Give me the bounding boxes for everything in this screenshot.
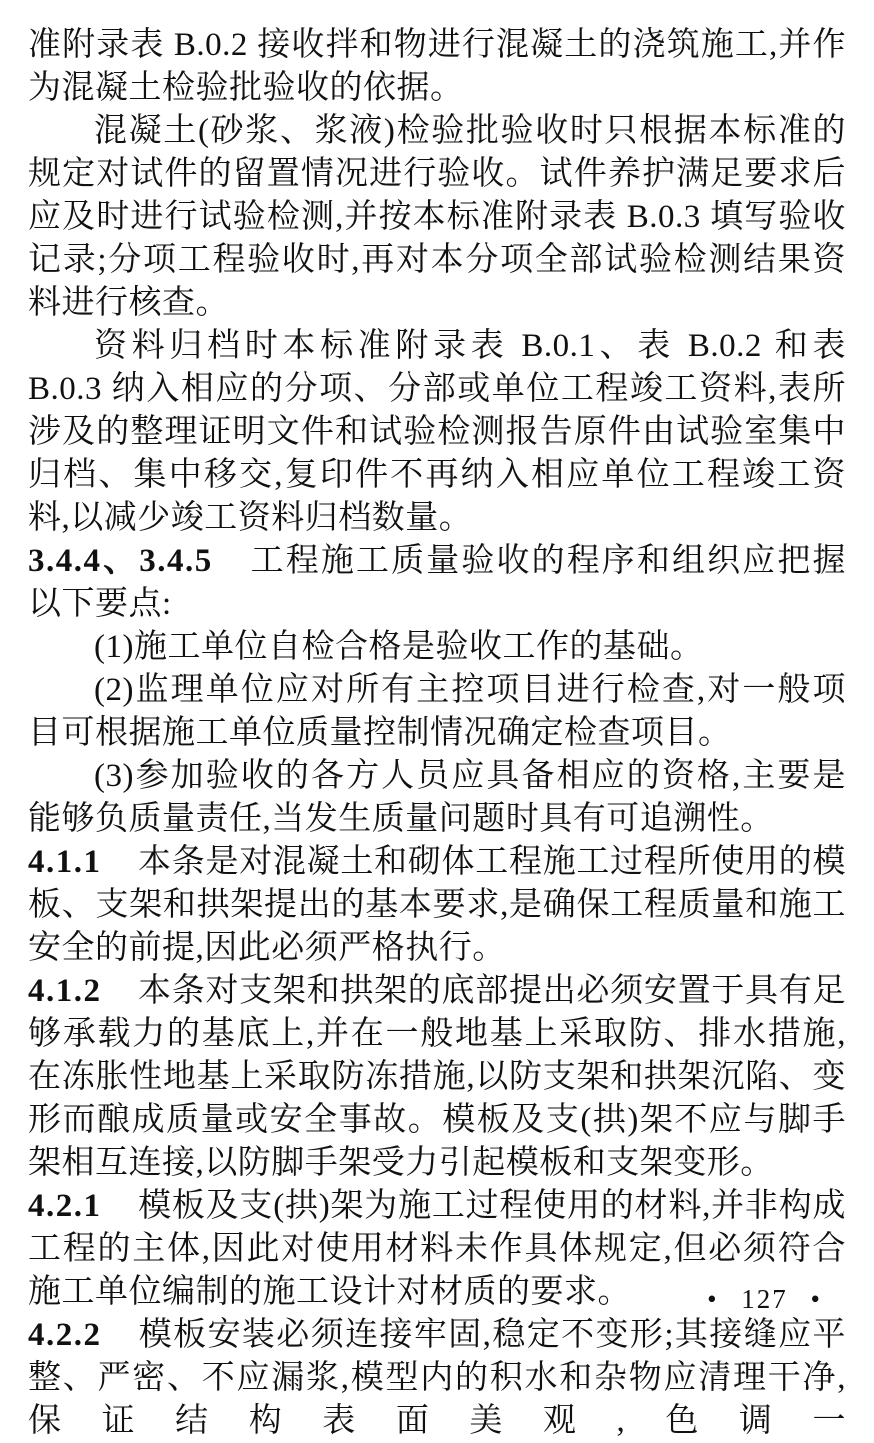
document-text	[28, 24, 846, 1443]
section-paragraph	[28, 970, 846, 1185]
section-number: 4.2.1	[28, 1188, 102, 1224]
section-number: 4.1.2	[28, 973, 102, 1009]
paragraph-text: 工程施工质量验收的程序和组织应把握以下要点:	[28, 543, 847, 622]
body-paragraph	[28, 669, 846, 755]
paragraph-text: 模板安装必须连接牢固,稳定不变形;其接缝应平整、严密、不应漏浆,模型内的积水和杂物应清理干净,保证结构表面美观,色调一	[28, 1317, 846, 1439]
section-number: 3.4.4、3.4.5	[28, 543, 213, 579]
paragraph-text: 混凝土(砂浆、浆液)检验批验收时只根据本标准的规定对试件的留置情况进行验收。试件养护满足要求后应及时进行试验检测,并按本标准附录表 B.0.3 填写验收记录;分项工程验收时,再对本分项全部试验检测结果资料进行核查。	[28, 113, 846, 321]
page-number: • 127 •	[707, 1284, 822, 1314]
body-paragraph	[28, 110, 846, 325]
paragraph-text: (1)施工单位自检合格是验收工作的基础。	[94, 629, 704, 665]
body-paragraph	[28, 755, 846, 841]
section-paragraph	[28, 540, 846, 626]
section-paragraph	[28, 841, 846, 970]
section-number: 4.1.1	[28, 844, 102, 880]
body-paragraph	[28, 325, 846, 540]
section-number: 4.2.2	[28, 1317, 102, 1353]
paragraph-text: 本条对支架和拱架的底部提出必须安置于具有足够承载力的基底上,并在一般地基上采取防、排水措施,在冻胀性地基上采取防冻措施,以防支架和拱架沉陷、变形而酿成质量或安全事故。模板及支(拱)架不应与脚手架相互连接,以防脚手架受力引起模板和支架变形。	[28, 973, 846, 1181]
paragraph-text: (3)参加验收的各方人员应具备相应的资格,主要是能够负质量责任,当发生质量问题时具有可追溯性。	[28, 758, 846, 837]
paragraph-text: 模板及支(拱)架为施工过程使用的材料,并非构成工程的主体,因此对使用材料未作具体规定,但必须符合施工单位编制的施工设计对材质的要求。	[28, 1188, 846, 1310]
paragraph-text: 资料归档时本标准附录表 B.0.1、表 B.0.2 和表 B.0.3 纳入相应的分项、分部或单位工程竣工资料,表所涉及的整理证明文件和试验检测报告原件由试验室集中归档、集中移交,复印件不再纳入相应单位工程竣工资料,以减少竣工资料归档数量。	[28, 328, 846, 536]
body-paragraph	[28, 24, 846, 110]
paragraph-text: 准附录表 B.0.2 接收拌和物进行混凝土的浇筑施工,并作为混凝土检验批验收的依据。	[28, 27, 846, 106]
section-paragraph	[28, 1314, 846, 1443]
body-paragraph	[28, 626, 846, 669]
paragraph-text: (2)监理单位应对所有主控项目进行检查,对一般项目可根据施工单位质量控制情况确定检查项目。	[28, 672, 846, 751]
paragraph-text: 本条是对混凝土和砌体工程施工过程所使用的模板、支架和拱架提出的基本要求,是确保工程质量和施工安全的前提,因此必须严格执行。	[28, 844, 846, 966]
